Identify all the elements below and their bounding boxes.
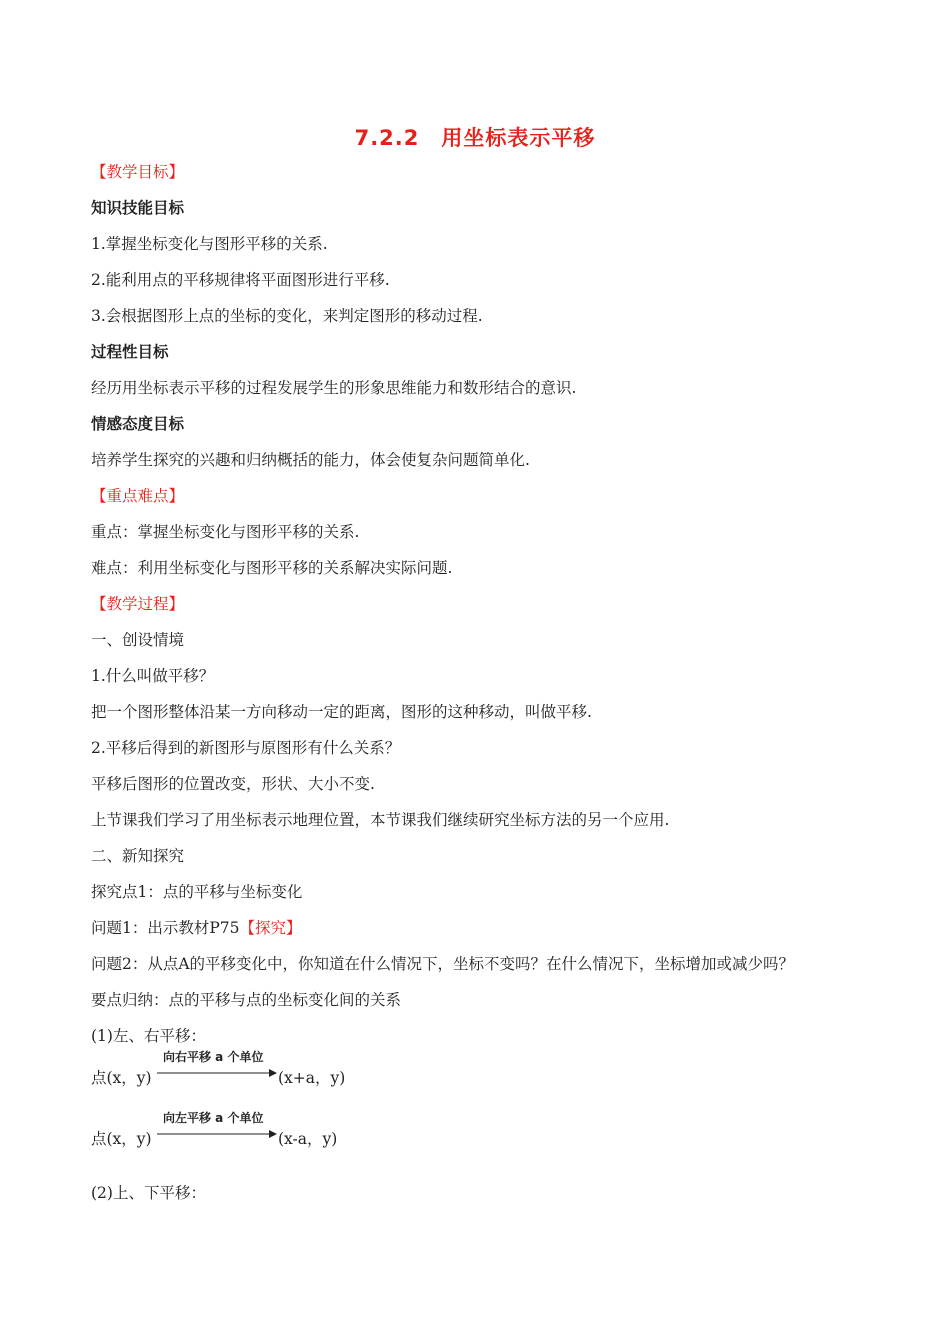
step-2: 二、新知探究 bbox=[91, 847, 185, 865]
problem-1-prefix: 问题1：出示教材P75 bbox=[91, 919, 240, 937]
summary: 要点归纳：点的平移与点的坐标变化间的关系 bbox=[91, 991, 402, 1009]
emotion-text: 培养学生探究的兴趣和归纳概括的能力，体会使复杂问题简单化. bbox=[91, 451, 530, 469]
page-title: 7.2.2 用坐标表示平移 bbox=[354, 126, 596, 150]
question-1: 1.什么叫做平移？ bbox=[91, 667, 215, 685]
explore-1: 探究点1：点的平移与坐标变化 bbox=[91, 883, 303, 901]
intro-text: 上节课我们学习了用坐标表示地理位置，本节课我们继续研究坐标方法的另一个应用. bbox=[91, 811, 670, 829]
left-point: 点(x，y) bbox=[91, 1130, 152, 1148]
answer-2: 平移后图形的位置改变，形状、大小不变. bbox=[91, 775, 375, 793]
knowledge-item-1: 1.掌握坐标变化与图形平移的关系. bbox=[91, 235, 328, 253]
emotion-header: 情感态度目标 bbox=[91, 415, 185, 433]
lr-header: (1)左、右平移： bbox=[91, 1027, 206, 1045]
ud-header: (2)上、下平移： bbox=[91, 1184, 206, 1202]
left-translation-rule bbox=[91, 1109, 391, 1149]
knowledge-item-2: 2.能利用点的平移规律将平面图形进行平移. bbox=[91, 271, 390, 289]
process-steps-header: 【教学过程】 bbox=[91, 595, 185, 613]
knowledge-item-3: 3.会根据图形上点的坐标的变化，来判定图形的移动过程. bbox=[91, 307, 483, 325]
right-result: (x+a，y) bbox=[278, 1069, 346, 1087]
problem-2: 问题2：从点A的平移变化中，你知道在什么情况下，坐标不变吗？在什么情况下，坐标增加或减少吗？ bbox=[91, 955, 795, 973]
right-translation-rule bbox=[91, 1048, 391, 1088]
problem-1-tag: 【探究】 bbox=[239, 919, 302, 937]
left-arrow-icon bbox=[157, 1129, 277, 1139]
left-result: (x-a，y) bbox=[278, 1130, 338, 1148]
difficult-point: 难点：利用坐标变化与图形平移的关系解决实际问题. bbox=[91, 559, 453, 577]
key-point: 重点：掌握坐标变化与图形平移的关系. bbox=[91, 523, 360, 541]
problem-1 bbox=[91, 918, 302, 938]
knowledge-header: 知识技能目标 bbox=[91, 199, 185, 217]
key-header: 【重点难点】 bbox=[91, 487, 185, 505]
process-header: 过程性目标 bbox=[91, 343, 169, 361]
right-arrow-icon bbox=[157, 1068, 277, 1078]
question-2: 2.平移后得到的新图形与原图形有什么关系？ bbox=[91, 739, 401, 757]
right-arrow-label: 向右平移 a 个单位 bbox=[163, 1050, 264, 1064]
goals-header: 【教学目标】 bbox=[91, 163, 185, 181]
left-arrow-label: 向左平移 a 个单位 bbox=[163, 1111, 264, 1125]
answer-1: 把一个图形整体沿某一方向移动一定的距离，图形的这种移动，叫做平移. bbox=[91, 703, 592, 721]
right-point: 点(x，y) bbox=[91, 1069, 152, 1087]
step-1: 一、创设情境 bbox=[91, 631, 185, 649]
process-text: 经历用坐标表示平移的过程发展学生的形象思维能力和数形结合的意识. bbox=[91, 379, 577, 397]
